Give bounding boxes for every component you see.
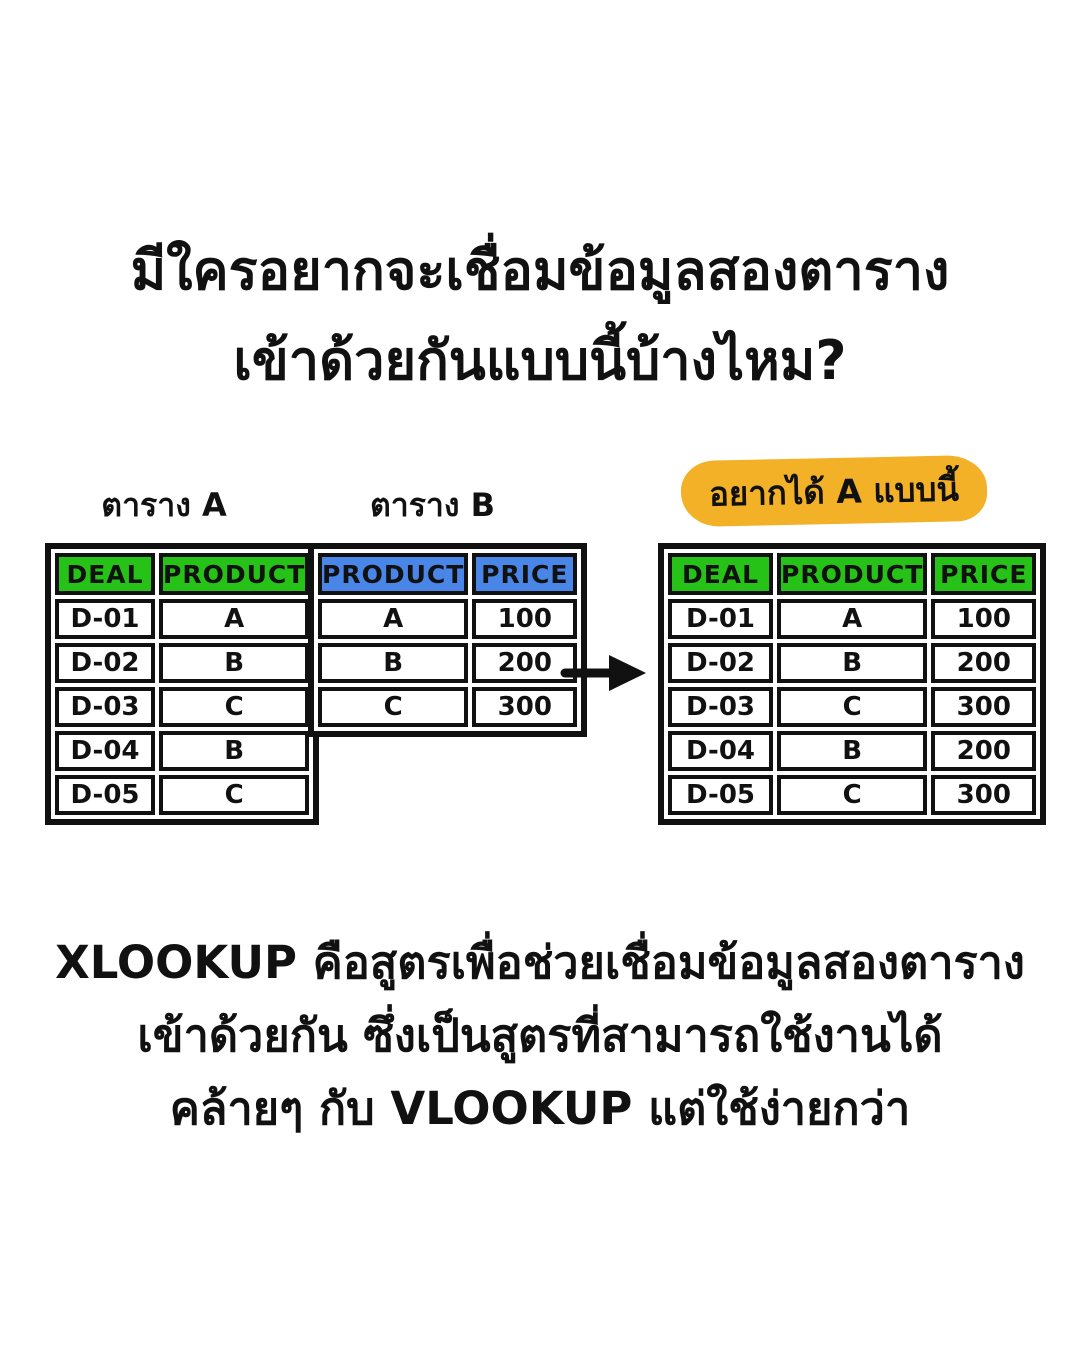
table-row — [668, 775, 1036, 815]
table-cell: D-05 — [668, 775, 773, 815]
table-cell: 100 — [472, 599, 577, 639]
table-row — [55, 687, 309, 727]
table-b-label: ตาราง B — [369, 486, 496, 524]
table-row — [318, 643, 577, 683]
table-cell: 200 — [472, 643, 577, 683]
table-row — [55, 775, 309, 815]
caption-line1: XLOOKUP คือสูตรเพื่อช่วยเชื่อมข้อมูลสองตาราง — [55, 936, 1025, 989]
table-cell: 300 — [931, 687, 1036, 727]
table-row — [318, 599, 577, 639]
table-cell: A — [318, 599, 468, 639]
table-cell: B — [777, 643, 927, 683]
table-cell: D-01 — [668, 599, 773, 639]
table-row — [318, 687, 577, 727]
column-header: PRODUCT — [318, 553, 468, 595]
caption-line2: เข้าด้วยกัน ซึ่งเป็นสูตรที่สามารถใช้งานได้ — [137, 1009, 943, 1062]
table-cell: A — [777, 599, 927, 639]
result-table-label: อยากได้ A แบบนี้ — [708, 468, 960, 514]
column-header: DEAL — [55, 553, 155, 595]
table-cell: 300 — [931, 775, 1036, 815]
table-cell: C — [159, 775, 309, 815]
table-row — [668, 731, 1036, 771]
page-title — [0, 226, 1080, 406]
table-cell: B — [159, 643, 309, 683]
table-cell: C — [777, 775, 927, 815]
table-cell: C — [159, 687, 309, 727]
table-row — [55, 553, 309, 595]
table-cell: D-03 — [668, 687, 773, 727]
table-cell: 300 — [472, 687, 577, 727]
table-result — [658, 543, 1046, 825]
table-cell: C — [777, 687, 927, 727]
column-header: DEAL — [668, 553, 773, 595]
column-header: PRICE — [931, 553, 1036, 595]
page-title-line1: มีใครอยากจะเชื่อมข้อมูลสองตาราง — [130, 239, 950, 302]
result-table-highlight-badge — [680, 455, 987, 527]
page-title-line2: เข้าด้วยกันแบบนี้บ้างไหม? — [233, 329, 847, 392]
table-a-label: ตาราง A — [101, 486, 227, 524]
table-row — [668, 599, 1036, 639]
table-b — [308, 543, 587, 737]
table-row — [55, 643, 309, 683]
column-header: PRICE — [472, 553, 577, 595]
table-row — [55, 599, 309, 639]
table-row — [668, 553, 1036, 595]
table-cell: B — [159, 731, 309, 771]
table-cell: B — [318, 643, 468, 683]
table-row — [55, 731, 309, 771]
caption-text — [0, 926, 1080, 1145]
table-cell: 200 — [931, 731, 1036, 771]
table-cell: A — [159, 599, 309, 639]
table-cell: D-04 — [55, 731, 155, 771]
table-cell: B — [777, 731, 927, 771]
right-arrow-icon — [560, 650, 650, 696]
caption-line3: คล้ายๆ กับ VLOOKUP แต่ใช้ง่ายกว่า — [169, 1082, 911, 1135]
table-cell: D-03 — [55, 687, 155, 727]
column-header: PRODUCT — [159, 553, 309, 595]
table-row — [668, 643, 1036, 683]
table-cell: C — [318, 687, 468, 727]
column-header: PRODUCT — [777, 553, 927, 595]
table-cell: D-02 — [668, 643, 773, 683]
table-cell: D-02 — [55, 643, 155, 683]
table-row — [318, 553, 577, 595]
table-row — [668, 687, 1036, 727]
table-cell: D-01 — [55, 599, 155, 639]
table-cell: D-04 — [668, 731, 773, 771]
table-a — [45, 543, 319, 825]
table-cell: 200 — [931, 643, 1036, 683]
table-cell: 100 — [931, 599, 1036, 639]
table-cell: D-05 — [55, 775, 155, 815]
